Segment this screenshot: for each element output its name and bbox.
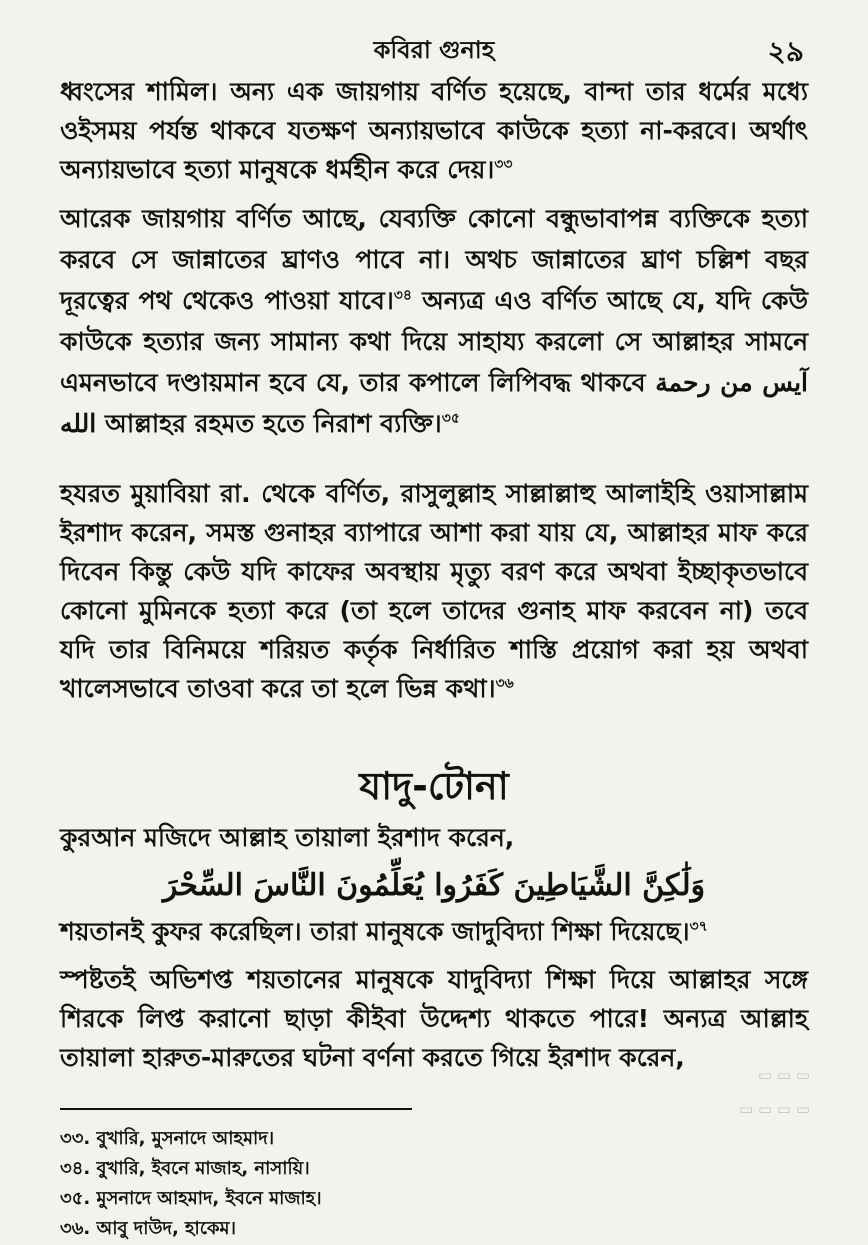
- paragraph-3-text: হযরত মুয়াবিয়া রা. থেকে বর্ণিত, রাসুলুল্লাহ সাল্লাল্লাহু আলাইহি ওয়াসাল্লাম ইরশাদ করেন, সমস্ত গুনাহর ব্যাপারে আশা করা যায় যে, আল্লাহর মাফ করে দিবেন কিন্তু কেউ যদি কাফের অবস্থায় মৃত্যু বরণ করে অথবা ইচ্ছাকৃতভাবে কোনো মুমিনকে হত্যা করে (তা হলে তাদের গুনাহ মাফ করবেন না) তবে যদি তার বিনিময়ে শরিয়ত কর্তৃক নির্ধারিত শাস্তি প্রয়োগ করা হয় অথবা খালেসভাবে তাওবা করে তা হলে ভিন্ন কথা।: [60, 479, 808, 703]
- footnote-ref-37: ৩৭: [689, 918, 708, 935]
- paragraph-6-text: স্পষ্টতই অভিশপ্ত শয়তানের মানুষকে যাদুবিদ্যা শিক্ষা দিয়ে আল্লাহর সঙ্গে শিরকে লিপ্ত করানো ছাড়া কীইবা উদ্দেশ্য থাকতে পারে! অন্যত্র আল্লাহ তায়ালা হারুত-মারুতের ঘটনা বর্ণনা করতে গিয়ে ইরশাদ করেন,: [60, 965, 808, 1072]
- paragraph-5: [60, 912, 808, 951]
- footnote-36: ৩৬. আবু দাউদ, হাকেম।: [60, 1218, 236, 1239]
- footnote-ref-34: ৩৪: [393, 287, 412, 304]
- bleed-through-marks: ▭ ▭ ▭ ▭ ▭ ▭ ▭: [739, 1066, 810, 1118]
- paragraph-3: [60, 474, 808, 708]
- paragraph-5-text: শয়তানই কুফর করেছিল। তারা মানুষকে জাদুবিদ্যা শিক্ষা দিয়েছে।: [60, 917, 690, 946]
- footnote-ref-35: ৩৫: [441, 410, 460, 427]
- footnote-34: ৩৪. বুখারি, ইবনে মাজাহ, নাসায়ি।: [60, 1158, 310, 1179]
- footnotes: [60, 1124, 560, 1244]
- section-heading: যাদু-টোনা: [359, 764, 509, 808]
- paragraph-2-text-c: আল্লাহর রহমত হতে নিরাশ ব্যক্তি।: [96, 409, 442, 438]
- quran-verse: وَلَٰكِنَّ الشَّيَاطِينَ كَفَرُوا يُعَلِّمُونَ النَّاسَ السِّحْرَ: [162, 868, 706, 903]
- page-number: ২৯: [767, 35, 804, 68]
- paragraph-2: [60, 198, 808, 444]
- paragraph-4-text: কুরআন মজিদে আল্লাহ তায়ালা ইরশাদ করেন,: [60, 823, 515, 852]
- footnote-divider: [60, 1108, 412, 1110]
- paragraph-1-text: ধ্বংসের শামিল। অন্য এক জায়গায় বর্ণিত হয়েছে, বান্দা তার ধর্মের মধ্যে ওইসময় পর্যন্ত থাকবে যতক্ষণ অন্যায়ভাবে কাউকে হত্যা না-করবে। অর্থাৎ অন্যায়ভাবে হত্যা মানুষকে ধর্মহীন করে দেয়।: [60, 77, 808, 184]
- running-header: [0, 30, 868, 68]
- paragraph-4: [60, 818, 808, 857]
- paragraph-2-text-a: আরেক জায়গায় বর্ণিত আছে, যেব্যক্তি কোনো বন্ধুভাবাপন্ন ব্যক্তিকে হত্যা করবে সে জান্নাতের ঘ্রাণও পাবে না। অথচ জান্নাতের ঘ্রাণ চল্লিশ বছর দূরত্বের পথ থেকেও পাওয়া যাবে।: [60, 204, 808, 315]
- paragraph-1: [60, 72, 808, 189]
- footnote-ref-33: ৩৩: [494, 156, 513, 173]
- footnote-35: ৩৫. মুসনাদে আহমাদ, ইবনে মাজাহ।: [60, 1188, 322, 1209]
- arabic-phrase: آيس من رحمة الله: [60, 368, 808, 438]
- footnote-33: ৩৩. বুখারি, মুসনাদে আহমাদ।: [60, 1128, 275, 1149]
- paragraph-2-text-b: অন্যত্র এও বর্ণিত আছে যে, যদি কেউ কাউকে হত্যার জন্য সামান্য কথা দিয়ে সাহায্য করলো সে আল্লাহর সামনে এমনভাবে দণ্ডায়মান হবে যে, তার কপালে লিপিবদ্ধ থাকবে: [60, 286, 808, 397]
- footnote-ref-36: ৩৬: [495, 675, 514, 692]
- book-title: কবিরা গুনাহ: [373, 36, 495, 64]
